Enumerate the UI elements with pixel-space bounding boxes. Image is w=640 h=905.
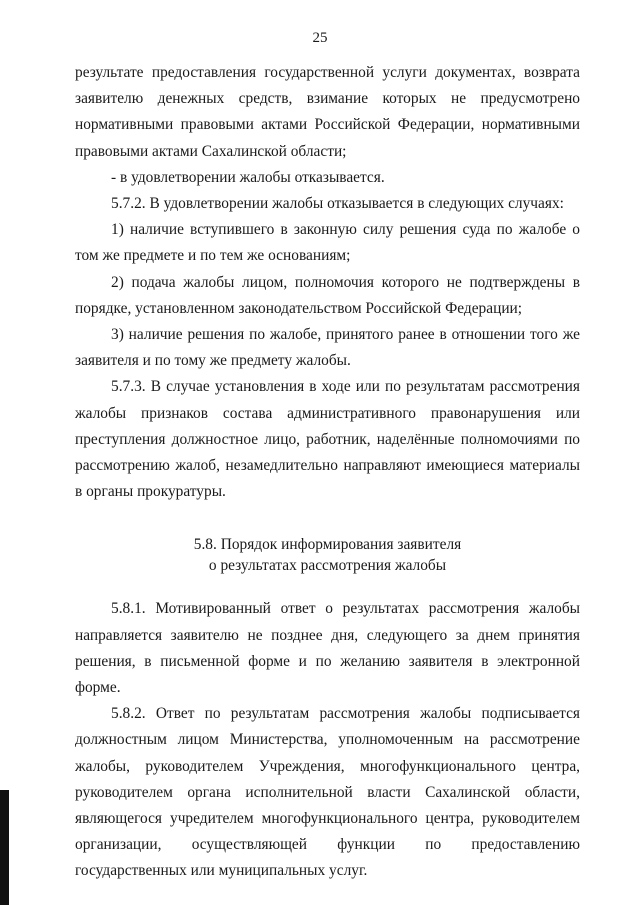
paragraph-5-8-2: 5.8.2. Ответ по результатам рассмотрения жалобы подписывается должностным лицом Министерства, уполномоченным на рассмотрение жалобы, руководителем Учреждения, многофункционального центра, руководителем органа исполнительной власти Сахалинской области, являющегося учредителем многофункционального центра, руководителем организации, осуществляющей функции по предоставлению государственных или муниципальных услуг. [75, 705, 580, 880]
page-number: 25 [312, 30, 328, 46]
paragraph-case-2: 2) подача жалобы лицом, полномочия которого не подтверждены в порядке, установленном законодательством Российской Федерации; [75, 273, 580, 317]
paragraph-refusal-note: - в удовлетворении жалобы отказывается. [111, 168, 385, 186]
paragraph-case-1: 1) наличие вступившего в законную силу решения суда по жалобе о том же предмете и по тем же основаниям; [75, 221, 580, 265]
section-heading-line-1: 5.8. Порядок информирования заявителя [193, 536, 462, 554]
section-heading-5-8 [75, 534, 580, 576]
paragraph-5-8-1: 5.8.1. Мотивированный ответ о результатах рассмотрения жалобы направляется заявителю не позднее дня, следующего за днем принятия решения, в письменной форме и по желанию заявителя в электронной форме. [75, 600, 580, 697]
paragraph-5-7-3: 5.7.3. В случае установления в ходе или по результатам рассмотрения жалобы признаков состава административного правонарушения или преступления должностное лицо, работник, наделённые полномочиями по рассмотрению жалоб, незамедлительно направляют имеющиеся материалы в органы прокуратуры. [75, 378, 580, 501]
section-heading-line-2: о результатах рассмотрения жалобы [208, 557, 447, 575]
document-body [75, 60, 580, 885]
scan-edge-mark [0, 790, 9, 905]
paragraph-continuation: результате предоставления государственной услуги документах, возврата заявителю денежных средств, взимание которых не предусмотрено нормативными правовыми актами Российской Федерации, нормативными правовыми актами Сахалинской области; [75, 64, 580, 160]
paragraph-5-7-2: 5.7.2. В удовлетворении жалобы отказывается в следующих случаях: [111, 195, 564, 213]
paragraph-case-3: 3) наличие решения по жалобе, принятого ранее в отношении того же заявителя и по тому же предмету жалобы. [75, 326, 580, 370]
